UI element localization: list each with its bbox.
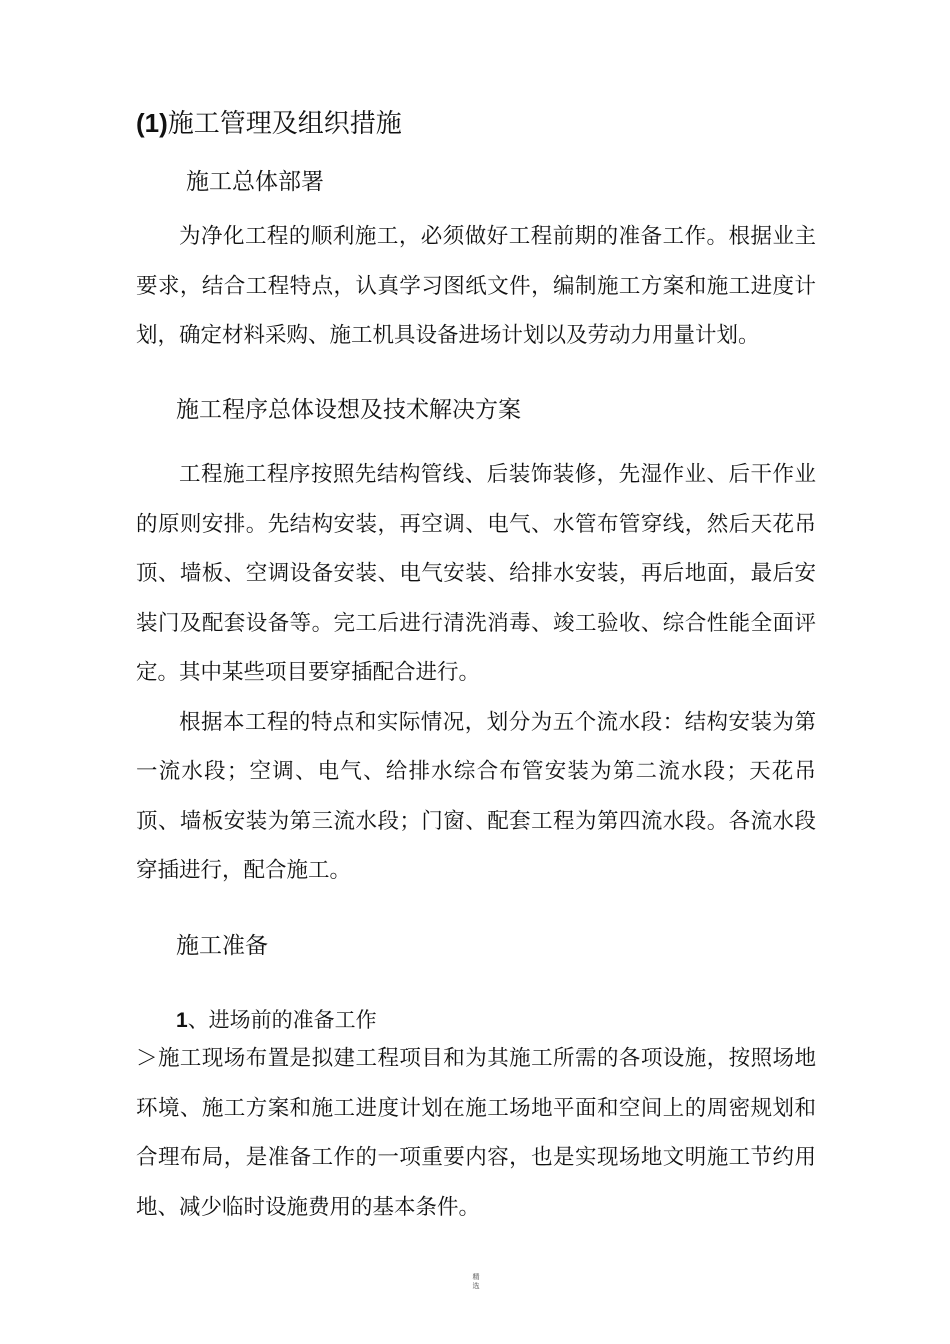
section-title-preparation: 施工准备 [176, 933, 268, 959]
section-title-procedure: 施工程序总体设想及技术解决方案 [176, 397, 521, 423]
paragraph-text: 为净化工程的顺利施工，必须做好工程前期的准备工作。根据业主要求，结合工程特点，认真学习图纸文件，编制施工方案和施工进度计划，确定材料采购、施工机具设备进场计划以及劳动力用量计划。 [136, 224, 816, 348]
subsection-text: 、进场前的准备工作 [187, 1008, 377, 1032]
section-title-overall-deployment: 施工总体部署 [186, 169, 324, 195]
paragraph-text: 工程施工程序按照先结构管线、后装饰装修，先湿作业、后干作业的原则安排。先结构安装，再空调、电气、水管布管穿线，然后天花吊顶、墙板、空调设备安装、电气安装、给排水安装，再后地面，最后安装门及配套设备等。完工后进行清洗消毒、竣工验收、综合性能全面评定。其中某些项目要穿插配合进行。 [136, 462, 816, 685]
page-heading [136, 105, 402, 142]
subsection-title [176, 1003, 377, 1038]
paragraph-overall-deployment [136, 212, 816, 361]
paragraph-preparation [136, 1034, 816, 1232]
paragraph-text: ＞施工现场布置是拟建工程项目和为其施工所需的各项设施，按照场地环境、施工方案和施工进度计划在施工场地平面和空间上的周密规划和合理布局，是准备工作的一项重要内容，也是实现场地文明施工节约用地、减少临时设施费用的基本条件。 [136, 1046, 816, 1220]
subsection-number: 1 [176, 1009, 188, 1032]
heading-title: 施工管理及组织措施 [167, 109, 402, 139]
paragraph-procedure [136, 450, 816, 896]
paragraph-text: 根据本工程的特点和实际情况，划分为五个流水段：结构安装为第一流水段；空调、电气、给排水综合布管安装为第二流水段；天花吊顶、墙板安装为第三流水段；门窗、配套工程为第四流水段。各流水段穿插进行，配合施工。 [136, 709, 816, 883]
heading-number: (1) [136, 108, 168, 138]
page-footer: 精 选 [472, 1273, 480, 1290]
